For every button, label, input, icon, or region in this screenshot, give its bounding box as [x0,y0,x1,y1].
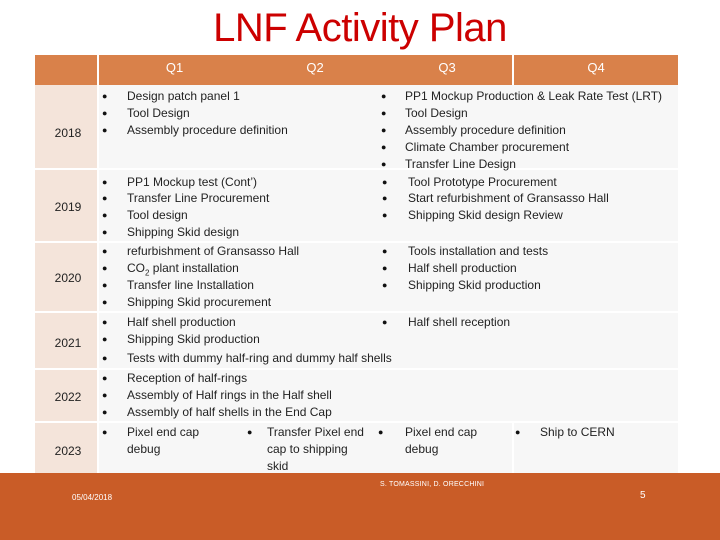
bullet-icon: ● [381,125,387,135]
task-item: Shipping Skid design [127,225,240,239]
task-item: debug [127,442,161,456]
task-item: Transfer Line Design [405,157,516,171]
bullet-icon: ● [102,427,108,437]
task-item: Pixel end cap [405,425,478,439]
task-item: Half shell production [408,261,517,275]
footer-bar [0,473,720,540]
header-q1: Q1 [165,60,184,75]
task-item: Transfer Line Procurement [127,191,270,205]
task-item: Tool Design [127,106,190,120]
bullet-icon: ● [102,210,108,220]
row-divider [35,421,678,423]
task-item: Half shell reception [408,315,511,329]
page-number: 5 [640,490,646,501]
task-item: Design patch panel 1 [127,89,240,103]
task-item: Tests with dummy half-ring and dummy half shells [127,351,392,365]
bullet-icon: ● [102,125,108,135]
header-q2: Q2 [306,60,324,75]
task-item: Climate Chamber procurement [405,140,570,154]
footer-date: 05/04/2018 [72,493,113,502]
footer-authors: S. TOMASSINI, D. ORECCHINI [380,481,485,488]
bullet-icon: ● [102,177,108,187]
task-item: Tools installation and tests [408,244,549,258]
task-item: Half shell production [127,315,236,329]
bullet-icon: ● [102,193,108,203]
task-item: Shipping Skid production [127,332,260,346]
bullet-icon: ● [381,91,387,101]
year-label: 2021 [54,336,82,350]
task-item: Tool design [127,208,188,222]
bullet-icon: ● [382,210,388,220]
year-label: 2022 [54,390,82,404]
task-item: cap to shipping [267,442,348,456]
bullet-icon: ● [102,297,108,307]
task-item: Ship to CERN [540,425,615,439]
bullet-icon: ● [102,280,108,290]
task-item: Pixel end cap [127,425,200,439]
task-item: Assembly procedure definition [127,123,288,137]
header-q3: Q3 [438,60,456,75]
slide-title: LNF Activity Plan [213,6,507,50]
column-divider [512,421,514,473]
bullet-icon: ● [102,373,108,383]
bullet-icon: ● [381,108,387,118]
header-divider [512,55,514,85]
co2-subscript: 2 [145,268,150,278]
header-divider [97,55,99,85]
task-item: Assembly of Half rings in the Half shell [127,388,332,402]
year-label: 2019 [54,200,82,214]
bullet-icon: ● [102,334,108,344]
task-item: refurbishment of Gransasso Hall [127,244,300,258]
task-item: PP1 Mockup Production & Leak Rate Test (LRT) [405,89,663,103]
bullet-icon: ● [102,353,108,363]
task-item: Shipping Skid production [408,278,541,292]
bullet-icon: ● [515,427,521,437]
task-item: Transfer line Installation [127,278,254,292]
bullet-icon: ● [102,108,108,118]
task-item: Assembly of half shells in the End Cap [127,405,332,419]
bullet-icon: ● [102,390,108,400]
bullet-icon: ● [382,177,388,187]
row-divider [35,311,678,313]
task-item: Shipping Skid design Review [408,208,563,222]
bullet-icon: ● [102,407,108,417]
task-item: Transfer Pixel end [267,425,364,439]
bullet-icon: ● [378,427,384,437]
bullet-icon: ● [102,227,108,237]
row-divider [35,168,678,170]
bullet-icon: ● [102,317,108,327]
quarter-header [35,55,678,85]
year-label: 2018 [54,126,82,140]
bullet-icon: ● [382,193,388,203]
year-label: 2023 [54,444,82,458]
bullet-icon: ● [381,142,387,152]
task-item: skid [267,459,289,473]
bullet-icon: ● [382,280,388,290]
header-q4: Q4 [587,60,605,75]
task-item: Start refurbishment of Gransasso Hall [408,191,609,205]
task-item: PP1 Mockup test (Cont’) [127,175,258,189]
bullet-icon: ● [382,317,388,327]
co2-text: CO [127,261,145,275]
task-item: Shipping Skid procurement [127,295,272,309]
task-item: Reception of half-rings [127,371,248,385]
co2-suffix: plant installation [149,261,239,275]
bullet-icon: ● [247,427,253,437]
bullet-icon: ● [382,246,388,256]
task-item: Tool Prototype Procurement [408,175,557,189]
task-item: Assembly procedure definition [405,123,566,137]
bullet-icon: ● [382,263,388,273]
bullet-icon: ● [381,159,387,169]
year-label: 2020 [54,271,82,285]
bullet-icon: ● [102,246,108,256]
bullet-icon: ● [102,91,108,101]
task-item: Tool Design [405,106,468,120]
bullet-icon: ● [102,263,108,273]
task-item: debug [405,442,439,456]
